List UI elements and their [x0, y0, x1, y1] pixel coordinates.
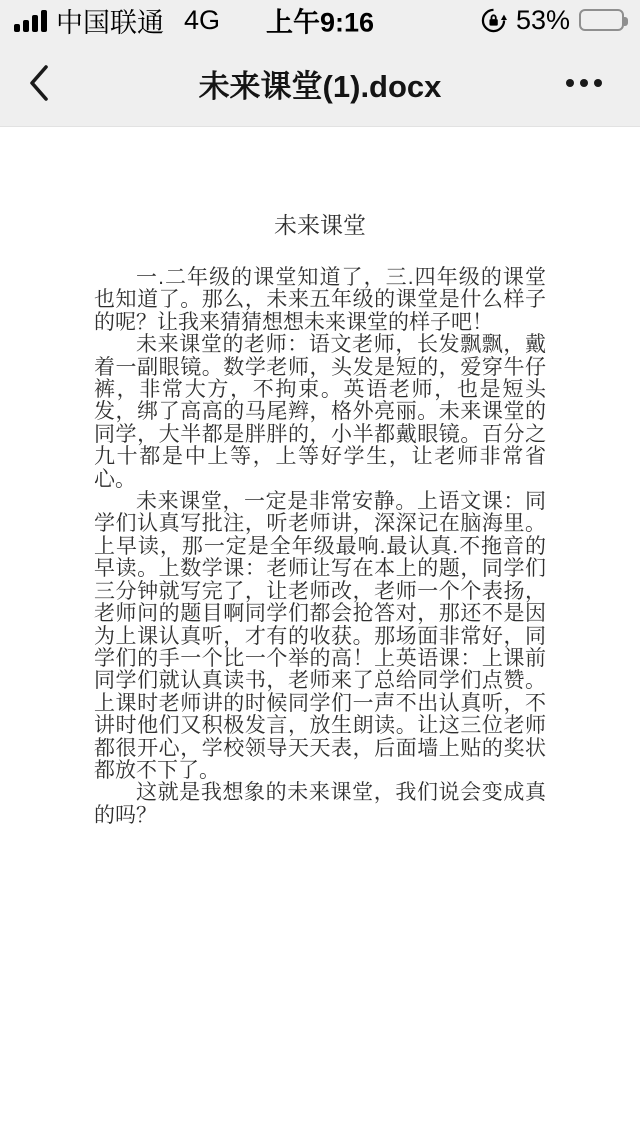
battery-nub — [624, 17, 628, 26]
document-paragraph: 未来课堂，一定是非常安静。上语文课：同学们认真写批注，听老师讲，深深记在脑海里。上早读，那一定是全年级最响.最认真.不拖音的早读。上数学课：老师让写在本上的题，同学们三分钟就写完了，让老师改，老师一个个表扬，老师问的题目啊同学们都会抢答对，那还不是因为上课认真听，才有的收获。那场面非常好，同学们的手一个比一个举的高！上英语课：上课前同学们就认真读书，老师来了总给同学们点赞。上课时老师讲的时候同学们一声不出认真听，不讲时他们又积极发言，放生朗读。让这三位老师都很开心，学校领导天天表，后面墙上贴的奖状都放不下了。 — [94, 490, 546, 782]
document-paragraph: 这就是我想象的未来课堂，我们说会变成真的吗？ — [94, 781, 546, 827]
document-body — [94, 267, 546, 827]
clock-label: 上午9:16 — [265, 7, 375, 38]
document-paragraph: 一.二年级的课堂知道了，三.四年级的课堂也知道了。那么，未来五年级的课堂是什么样子的呢？让我来猜猜想想未来课堂的样子吧！ — [94, 266, 546, 334]
more-button[interactable] — [554, 53, 614, 113]
carrier-label: 中国联通 — [56, 7, 164, 38]
status-right-cluster — [480, 5, 628, 36]
rotation-lock-icon — [480, 7, 507, 34]
back-button[interactable] — [14, 53, 64, 113]
network-type-label: 4G — [184, 4, 221, 35]
document-page — [0, 127, 640, 1136]
signal-strength-icon — [14, 10, 47, 32]
status-bar — [0, 0, 640, 40]
more-dots-icon — [566, 79, 602, 87]
document-paragraph: 未来课堂的老师：语文老师，长发飘飘，戴着一副眼镜。数学老师，头发是短的，爱穿牛仔裤，非常大方，不拘束。英语老师，也是短头发，绑了高高的马尾辫，格外亮丽。未来课堂的同学，大半都是胖胖的，小半都戴眼镜。百分之九十都是中上等，上等好学生，让老师非常省心。 — [94, 333, 546, 491]
battery-percent-label: 53% — [515, 4, 570, 35]
file-title: 未来课堂(1).docx — [198, 68, 442, 104]
back-chevron-icon — [26, 62, 52, 104]
document-title: 未来课堂 — [274, 212, 366, 238]
battery-icon — [579, 9, 624, 31]
nav-bar — [0, 40, 640, 127]
